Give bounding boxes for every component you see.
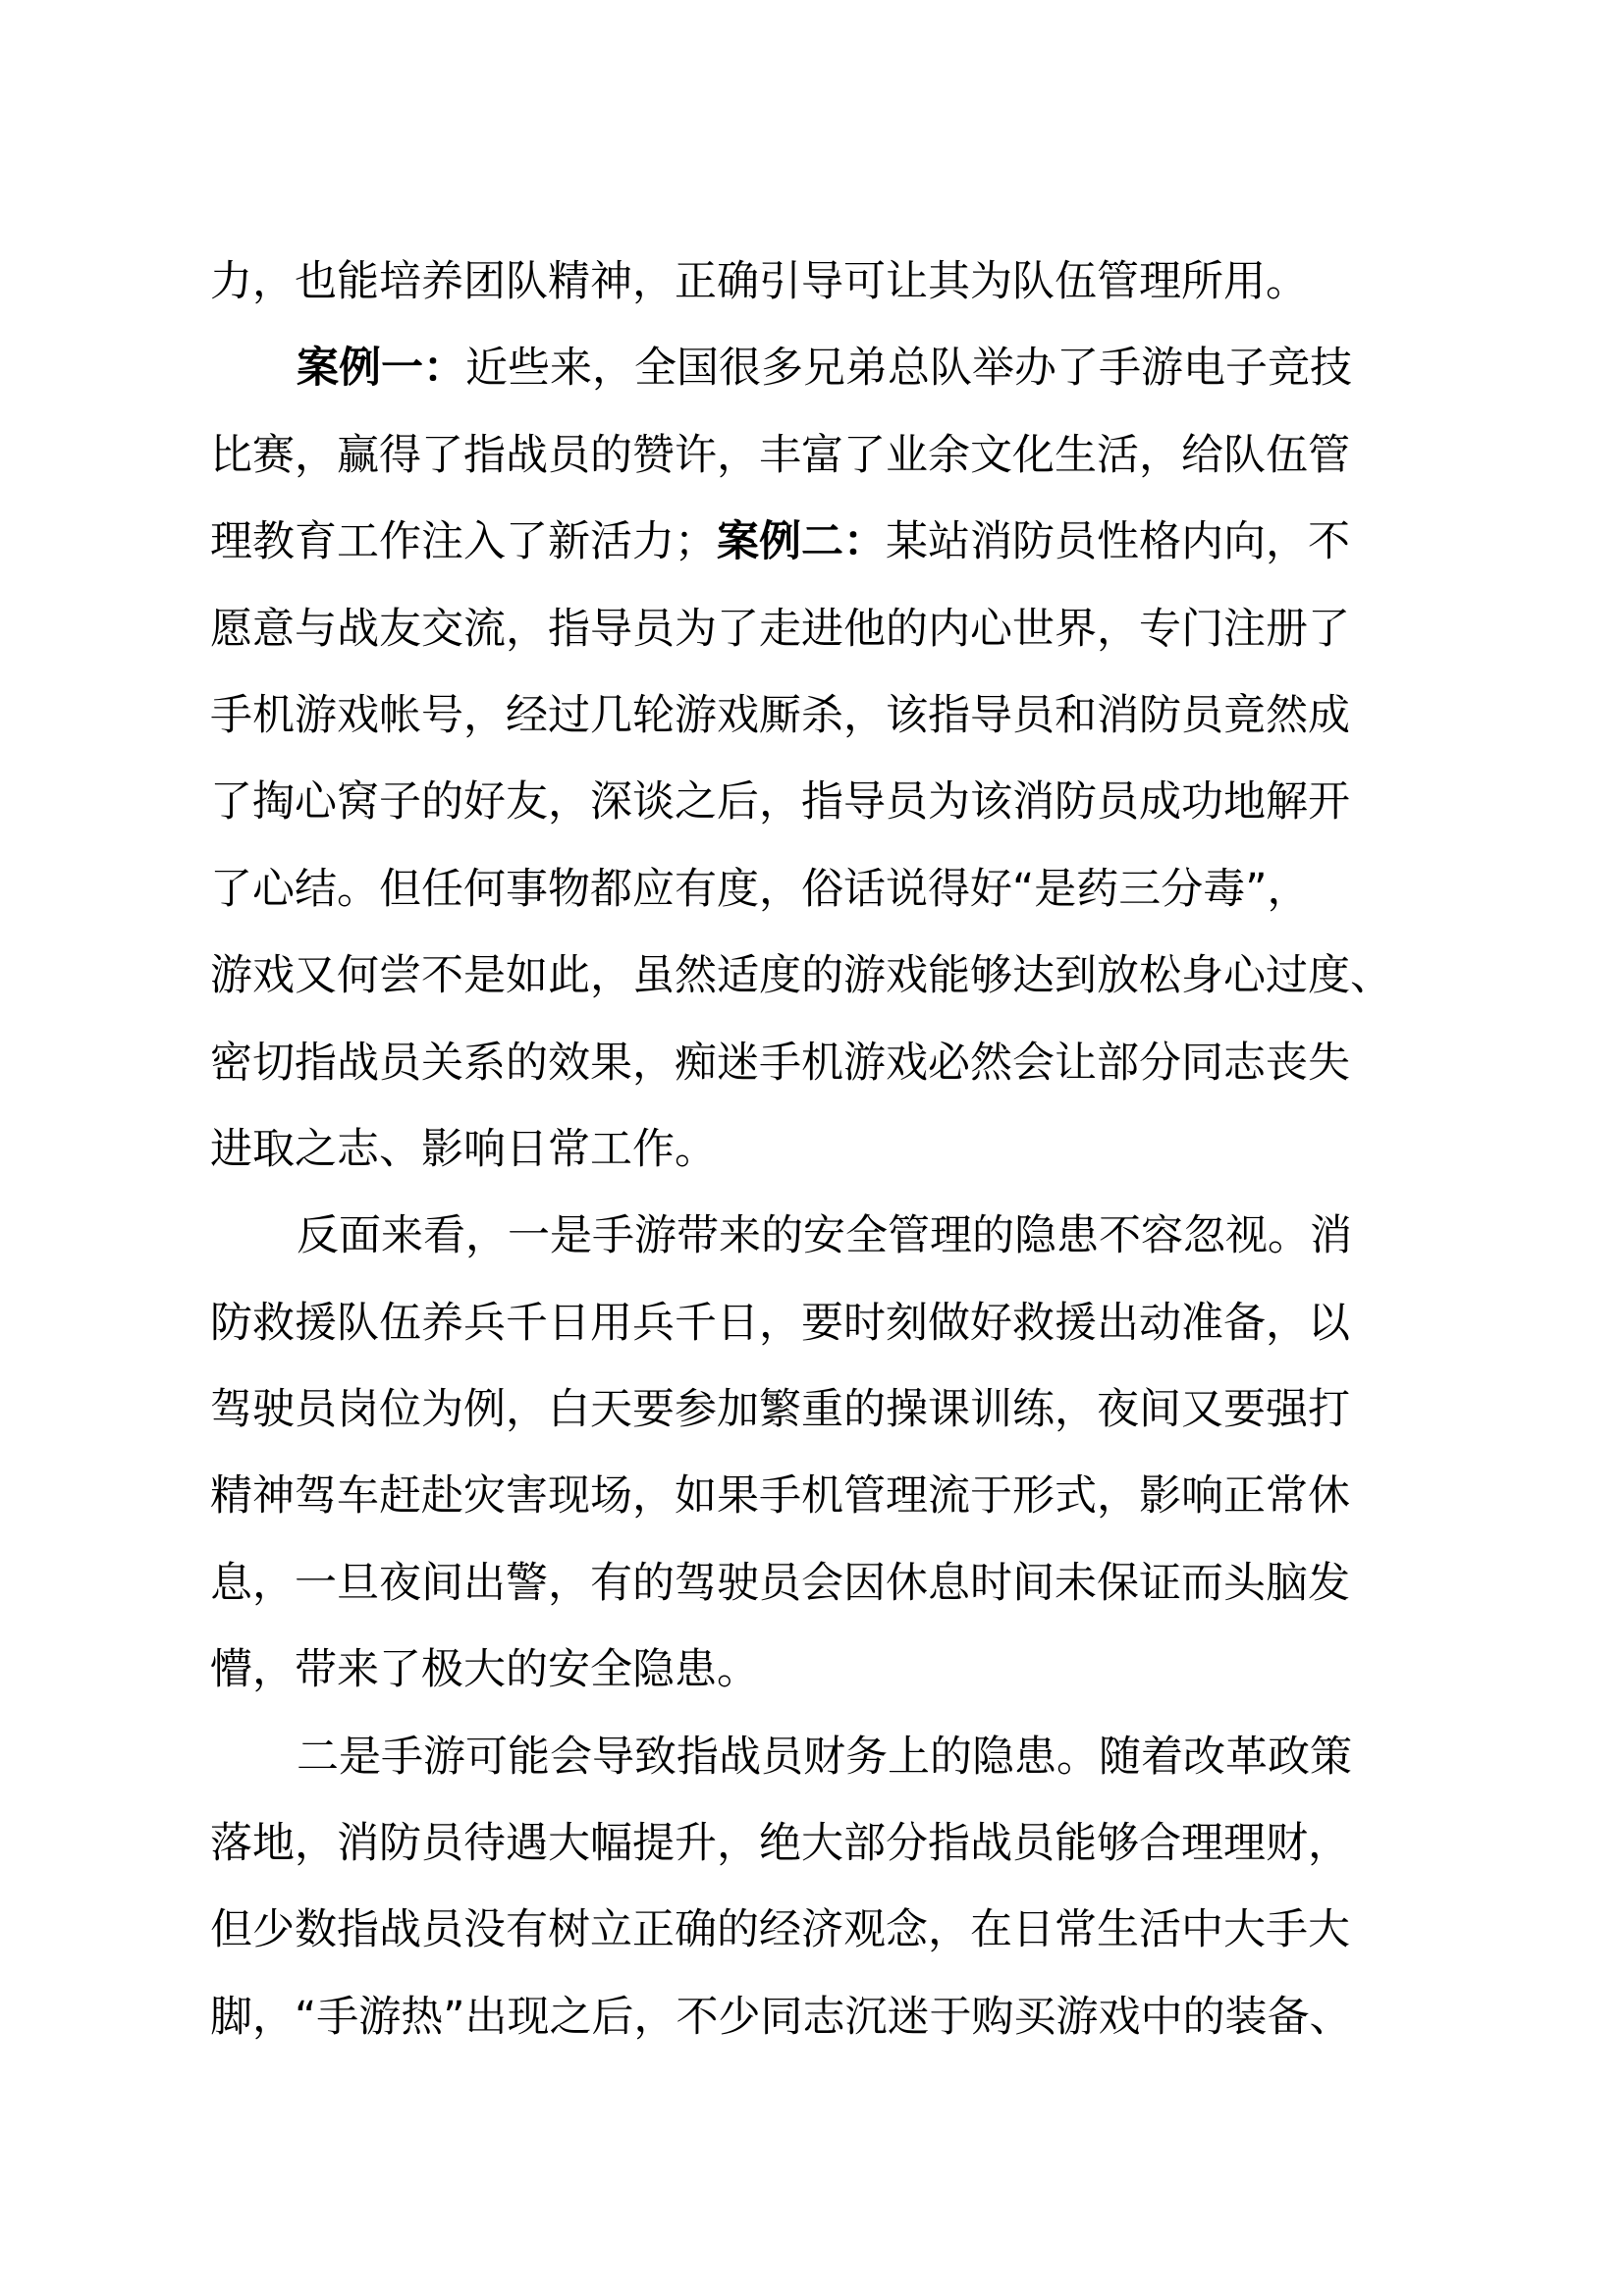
- text-run: 进取之志、影响日常工作。: [210, 1124, 717, 1174]
- case-two-label: 案例二：: [717, 517, 886, 567]
- text-run: 懵，带来了极大的安全隐患。: [210, 1645, 759, 1695]
- text-run: 精神驾车赶赴灾害现场，如果手机管理流于形式，影响正常休: [210, 1471, 1350, 1522]
- text-run: 但少数指战员没有树立正确的经济观念，在日常生活中大手大: [210, 1905, 1350, 1955]
- paragraph-continuation: [210, 239, 1428, 325]
- text-line: [210, 933, 1428, 1019]
- text-run: 比赛，赢得了指战员的赞许，丰富了业余文化生活，给队伍管: [210, 430, 1350, 480]
- text-line: [210, 1280, 1428, 1366]
- text-run: 防救援队伍养兵千日用兵千日，要时刻做好救援出动准备，以: [210, 1298, 1350, 1348]
- paragraph-financial-hazard: [210, 1714, 1428, 2061]
- text-run: 二是手游可能会导致指战员财务上的隐患。随着改革政策: [297, 1732, 1352, 1782]
- paragraph-safety-hazard: [210, 1193, 1428, 1713]
- text-line: [210, 499, 1428, 585]
- text-line: [210, 1453, 1428, 1539]
- text-run: 息，一旦夜间出警，有的驾驶员会因休息时间未保证而头脑发: [210, 1558, 1350, 1608]
- text-run: 力，也能培养团队精神，正确引导可让其为队伍管理所用。: [210, 257, 1308, 306]
- text-line: [210, 325, 1428, 411]
- text-line: [210, 1106, 1428, 1193]
- text-line: [210, 1714, 1428, 1800]
- text-line: [210, 1887, 1428, 1973]
- text-line: [210, 586, 1428, 672]
- text-line: [210, 672, 1428, 759]
- text-run: 某站消防员性格内向，不: [886, 517, 1350, 567]
- document-body: [210, 239, 1428, 2060]
- text-line: [210, 1020, 1428, 1106]
- text-run: 游戏又何尝不是如此，虽然适度的游戏能够达到放松身心过度、: [210, 951, 1392, 1001]
- text-run: 反面来看，一是手游带来的安全管理的隐患不容忽视。消: [297, 1211, 1352, 1261]
- text-run: 了掏心窝子的好友，深谈之后，指导员为该消防员成功地解开: [210, 777, 1350, 828]
- text-run: 近些来，全国很多兄弟总队举办了手游电子竞技: [465, 344, 1352, 394]
- text-line: [210, 1540, 1428, 1627]
- text-line: [210, 412, 1428, 499]
- text-run: 了心结。但任何事物都应有度，俗话说得好“是药三分毒”，: [210, 864, 1310, 914]
- text-run: 手机游戏帐号，经过几轮游戏厮杀，该指导员和消防员竟然成: [210, 690, 1350, 740]
- case-one-label: 案例一：: [297, 344, 465, 394]
- text-line: [210, 239, 1428, 325]
- text-line: [210, 1800, 1428, 1887]
- paragraph-cases: [210, 325, 1428, 1193]
- text-run: 愿意与战友交流，指导员为了走进他的内心世界，专门注册了: [210, 604, 1350, 654]
- text-line: [210, 1193, 1428, 1279]
- text-line: [210, 1366, 1428, 1453]
- text-line: [210, 846, 1428, 933]
- text-run: 脚，“手游热”出现之后，不少同志沉迷于购买游戏中的装备、: [210, 1992, 1352, 2042]
- text-run: 驾驶员岗位为例，白天要参加繁重的操课训练，夜间又要强打: [210, 1385, 1350, 1435]
- text-line: [210, 1627, 1428, 1713]
- text-run: 理教育工作注入了新活力；: [210, 517, 717, 567]
- text-run: 落地，消防员待遇大幅提升，绝大部分指战员能够合理理财，: [210, 1819, 1350, 1869]
- text-line: [210, 759, 1428, 845]
- text-run: 密切指战员关系的效果，痴迷手机游戏必然会让部分同志丧失: [210, 1038, 1350, 1088]
- text-line: [210, 1974, 1428, 2060]
